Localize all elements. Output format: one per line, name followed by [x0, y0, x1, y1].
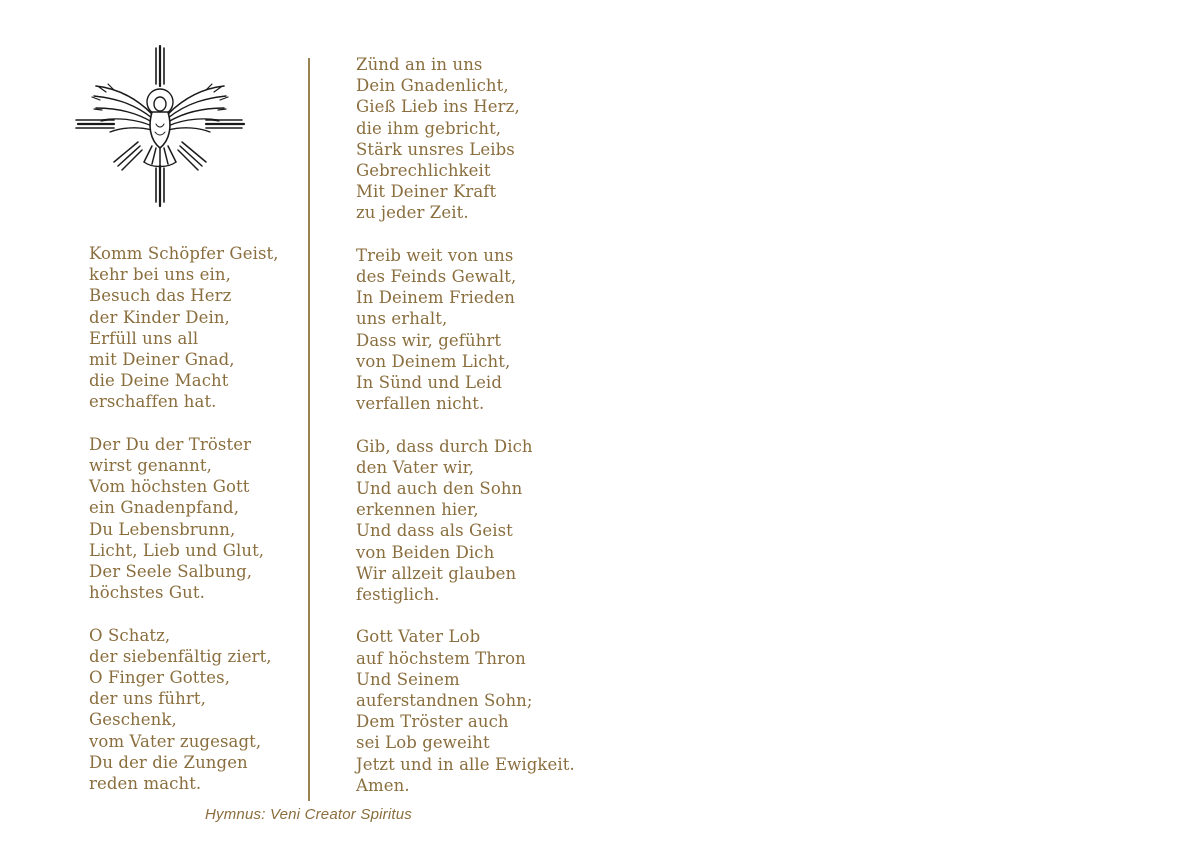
verse-line: ein Gnadenpfand,	[89, 498, 240, 518]
stanza	[356, 436, 575, 606]
verse-line: Geschenk,	[89, 710, 177, 730]
verse-line: Zünd an in uns	[356, 55, 483, 74]
verse-line: der Kinder Dein,	[89, 307, 230, 327]
verse-line: mit Deiner Gnad,	[89, 350, 235, 370]
verse-line: von Beiden Dich	[356, 542, 495, 562]
verse-line: auferstandnen Sohn;	[356, 691, 533, 711]
verse-line: sei Lob geweiht	[356, 733, 490, 753]
verse-line: O Schatz,	[89, 625, 171, 645]
verse-line: Licht, Lieb und Glut,	[89, 540, 265, 560]
stanza	[356, 54, 575, 224]
verse-line: zu jeder Zeit.	[356, 203, 469, 223]
verse-line: Du der die Zungen	[89, 752, 248, 772]
verse-line: Besuch das Herz	[89, 286, 232, 306]
right-verse-column	[356, 54, 575, 796]
verse-line: Erfüll uns all	[89, 328, 199, 348]
verse-line: Der Du der Tröster	[89, 434, 252, 454]
verse-line: Dem Tröster auch	[356, 712, 509, 732]
verse-line: Dass wir, geführt	[356, 330, 502, 350]
verse-line: Du Lebensbrunn,	[89, 519, 236, 539]
verse-line: verfallen nicht.	[356, 394, 485, 414]
verse-line: festiglich.	[356, 585, 440, 605]
verse-line: des Feinds Gewalt,	[356, 267, 517, 287]
verse-line: In Sünd und Leid	[356, 373, 502, 393]
holy-spirit-dove-icon	[74, 44, 246, 208]
verse-line: Mit Deiner Kraft	[356, 182, 497, 202]
verse-line: Gott Vater Lob	[356, 627, 481, 647]
verse-line: erkennen hier,	[356, 500, 479, 520]
verse-line: höchstes Gut.	[89, 583, 205, 603]
verse-line: Vom höchsten Gott	[89, 477, 250, 497]
stanza	[89, 243, 279, 413]
hymn-caption: Hymnus: Veni Creator Spiritus	[205, 806, 412, 823]
verse-line: Gib, dass durch Dich	[356, 436, 533, 456]
verse-line: Und dass als Geist	[356, 521, 513, 541]
verse-line: den Vater wir,	[356, 457, 475, 477]
stanza	[89, 434, 279, 604]
verse-line: erschaffen hat.	[89, 392, 217, 412]
verse-line: Treib weit von uns	[356, 245, 514, 265]
verse-line: von Deinem Licht,	[356, 351, 511, 371]
verse-line: Dein Gnadenlicht,	[356, 76, 509, 96]
verse-line: auf höchstem Thron	[356, 648, 526, 668]
verse-line: Jetzt und in alle Ewigkeit.	[356, 754, 575, 774]
verse-line: reden macht.	[89, 774, 202, 794]
verse-line: Stärk unsres Leibs	[356, 139, 515, 159]
verse-line: O Finger Gottes,	[89, 668, 231, 688]
left-verse-column	[89, 243, 279, 794]
verse-line: Komm Schöpfer Geist,	[89, 244, 279, 263]
verse-line: Der Seele Salbung,	[89, 562, 253, 582]
stanza	[356, 626, 575, 796]
verse-line: Wir allzeit glauben	[356, 563, 517, 583]
verse-line: die ihm gebricht,	[356, 118, 502, 138]
verse-line: vom Vater zugesagt,	[89, 731, 262, 751]
column-divider	[308, 58, 310, 801]
verse-line: uns erhalt,	[356, 309, 448, 329]
verse-line: kehr bei uns ein,	[89, 265, 231, 285]
verse-line: Und auch den Sohn	[356, 479, 523, 499]
verse-line: der uns führt,	[89, 689, 206, 709]
verse-line: die Deine Macht	[89, 371, 229, 391]
verse-line: wirst genannt,	[89, 456, 212, 476]
stanza	[356, 245, 575, 415]
verse-line: der siebenfältig ziert,	[89, 646, 272, 666]
verse-line: Gieß Lieb ins Herz,	[356, 97, 520, 117]
verse-line: Amen.	[356, 775, 410, 795]
verse-line: In Deinem Frieden	[356, 288, 515, 308]
stanza	[89, 625, 279, 795]
verse-line: Und Seinem	[356, 669, 460, 689]
verse-line: Gebrechlichkeit	[356, 161, 491, 181]
